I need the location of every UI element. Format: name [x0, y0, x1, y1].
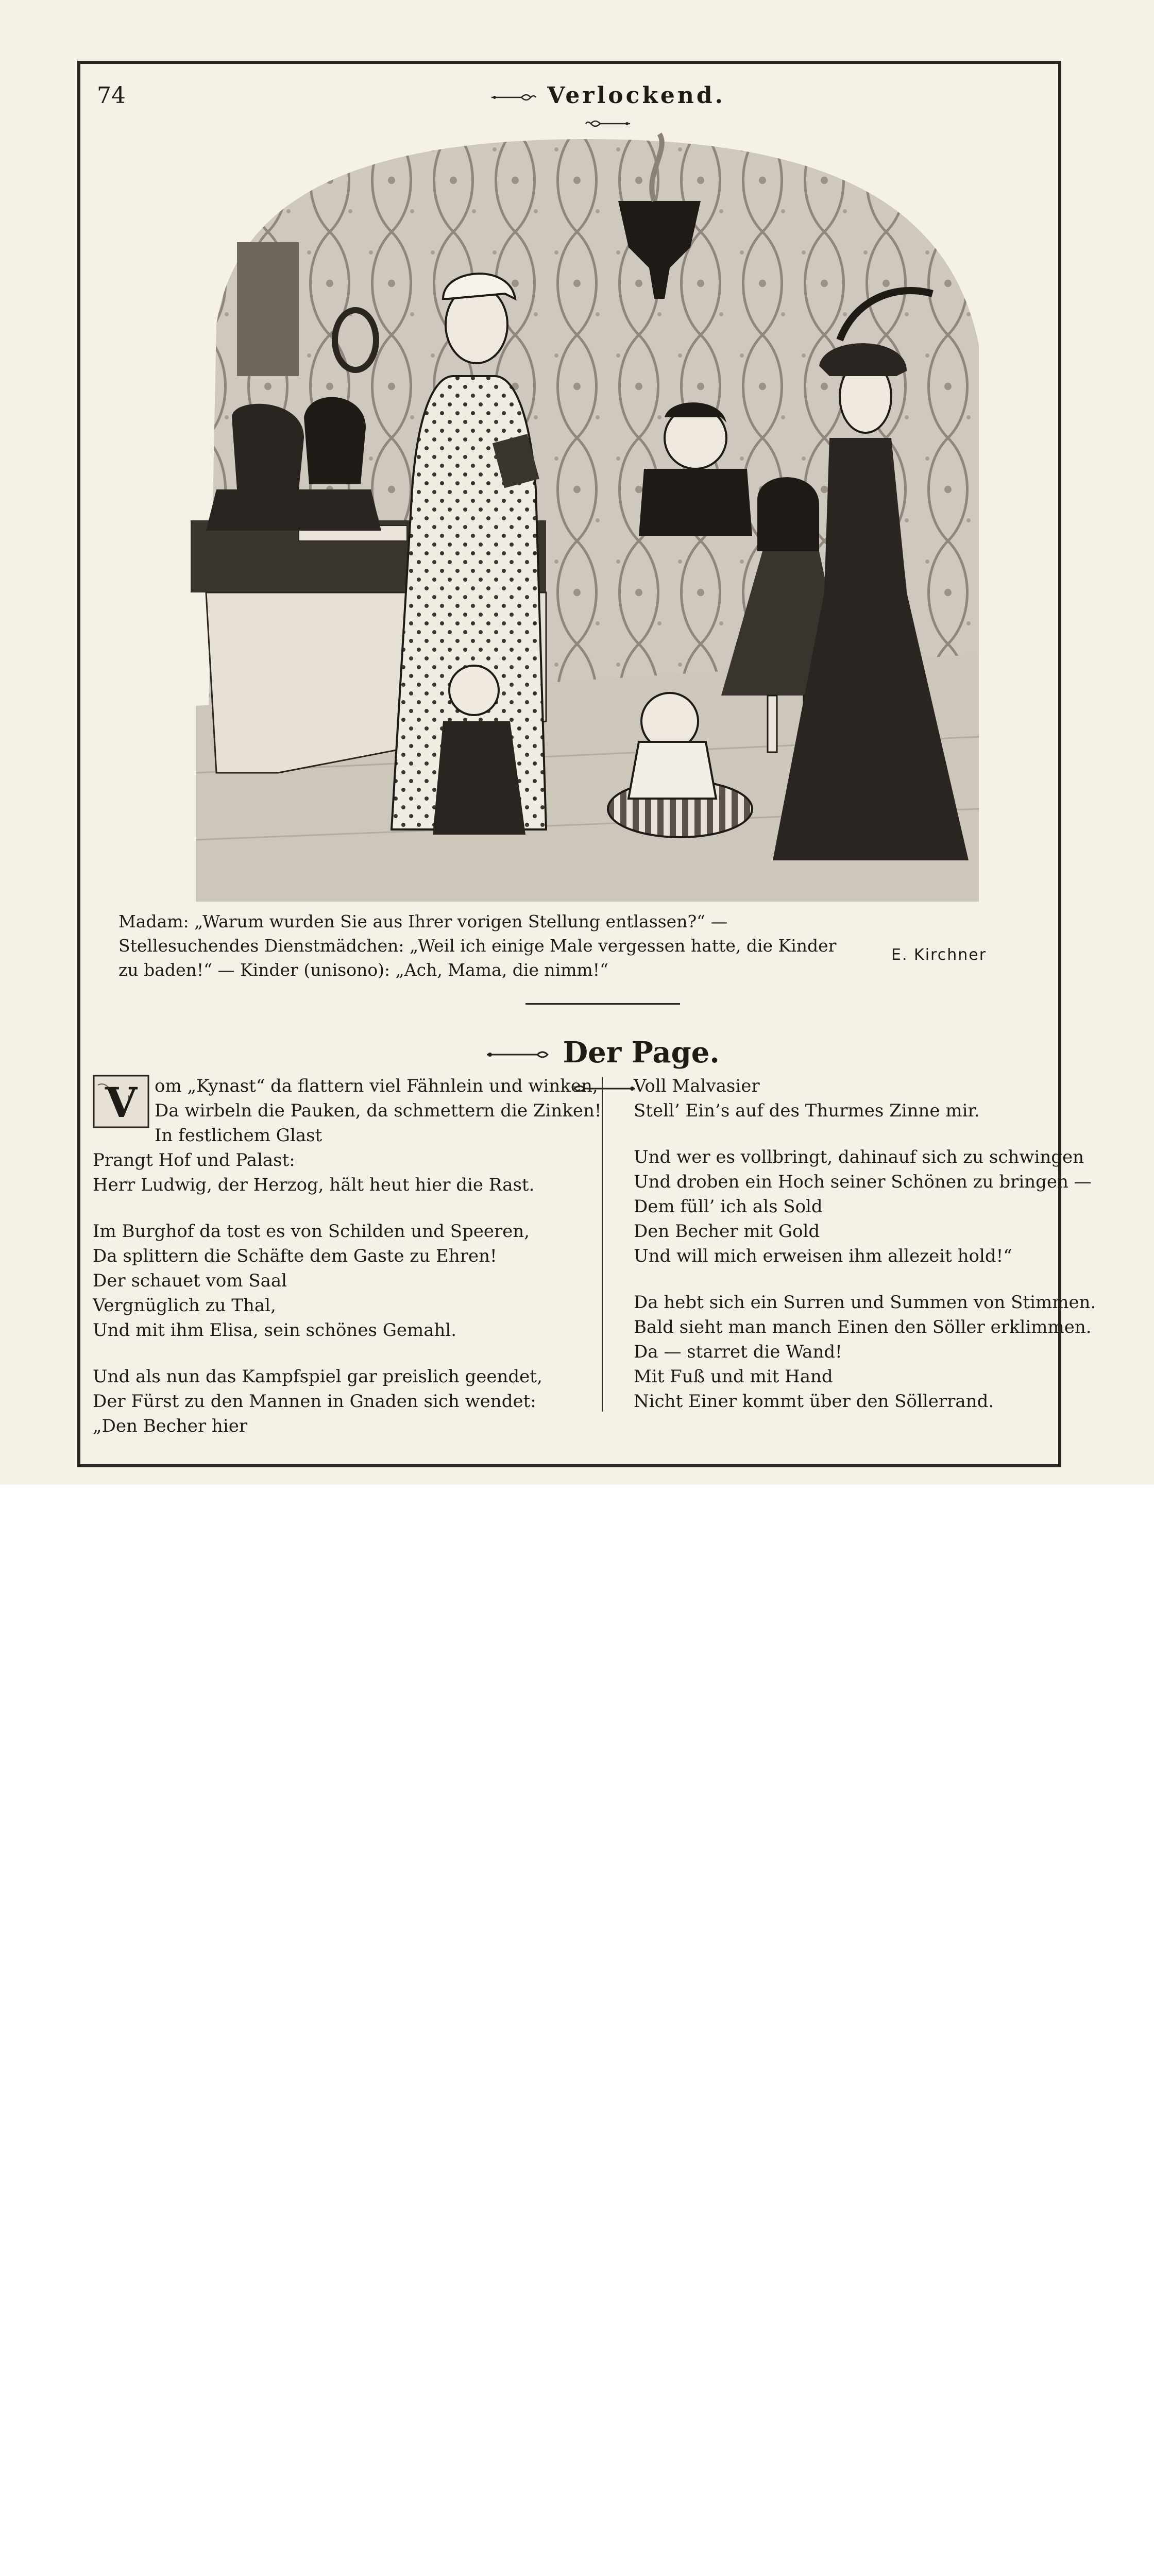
poem-line: Der Fürst zu den Mannen in Gnaden sich wendet: — [93, 1391, 536, 1412]
poem-line: Da wirbeln die Pauken, da schmettern die Zinken! — [155, 1100, 602, 1121]
artist-signature: E. Kirchner — [891, 946, 987, 964]
poem-line: om „Kynast“ da flattern viel Fähnlein und winken, — [155, 1076, 598, 1096]
poem-line: Und mit ihm Elisa, sein schönes Gemahl. — [93, 1320, 457, 1341]
left-ornament-icon — [486, 1048, 553, 1061]
poem-line: „Den Becher hier — [93, 1416, 248, 1436]
poem-right-column — [634, 1074, 1108, 1414]
caption-line: Madam: „Warum wurden Sie aus Ihrer vorigen Stellung entlassen?“ — — [118, 911, 728, 931]
caption-line: Stellesuchendes Dienstmädchen: „Weil ich einige Male vergessen hatte, die Kinder — [118, 936, 837, 956]
stanza-gap — [93, 1197, 603, 1219]
poem-line: Und wer es vollbringt, dahinauf sich zu schwingen — [634, 1147, 1084, 1167]
poem-line: Nicht Einer kommt über den Söllerrand. — [634, 1391, 994, 1412]
column-rule — [602, 1077, 603, 1412]
poem-title-text: Der Page. — [563, 1036, 720, 1070]
poem-line: Bald sieht man manch Einen den Söller erklimmen. — [634, 1317, 1092, 1337]
wall-picture — [237, 242, 299, 376]
poem-line: Der schauet vom Saal — [93, 1270, 287, 1291]
running-title-text: Verlockend. — [547, 82, 725, 109]
illustration-caption — [118, 909, 855, 982]
running-title — [464, 82, 752, 135]
section-divider — [525, 1003, 680, 1005]
poem-line: Und droben ein Hoch seiner Schönen zu bringen — — [634, 1172, 1092, 1192]
poem-line: Vergnüglich zu Thal, — [93, 1295, 276, 1316]
stanza-gap — [634, 1123, 1108, 1145]
illustration — [175, 129, 979, 902]
poem-line: Mit Fuß und mit Hand — [634, 1366, 833, 1387]
left-flourish-icon — [490, 91, 537, 104]
page-number: 74 — [97, 82, 126, 109]
poem-line: Stell’ Ein’s auf des Thurmes Zinne mir. — [634, 1100, 980, 1121]
poem-line: Im Burghof da tost es von Schilden und Speeren, — [93, 1221, 530, 1242]
poem-line: Da splittern die Schäfte dem Gaste zu Ehren! — [93, 1246, 497, 1266]
toddler — [449, 666, 499, 715]
initial-letter: V — [105, 1078, 138, 1127]
poem-line: Voll Malvasier — [634, 1076, 760, 1096]
stanza-gap — [93, 1343, 603, 1364]
viewer-footer — [0, 1484, 1154, 1579]
poem-line: Da hebt sich ein Surren und Summen von Stimmen. — [634, 1292, 1096, 1313]
poem-left-column — [93, 1074, 603, 1438]
right-flourish-icon — [585, 117, 631, 130]
poem-line: Und als nun das Kampfspiel gar preislich geendet, — [93, 1366, 542, 1387]
decorated-initial — [93, 1075, 149, 1128]
poem-line: Und will mich erweisen ihm allezeit hold!“ — [634, 1246, 1012, 1266]
poem-line: Herr Ludwig, der Herzog, hält heut hier die Rast. — [93, 1175, 535, 1195]
poem-line: Prangt Hof und Palast: — [93, 1150, 295, 1171]
stanza-gap — [634, 1268, 1108, 1290]
poem-line: Dem füll’ ich als Sold — [634, 1196, 823, 1217]
poem-line: Da — starret die Wand! — [634, 1342, 842, 1362]
caption-line: zu baden!“ — Kinder (unisono): „Ach, Mama, die nimm!“ — [118, 960, 608, 980]
poem-line: In festlichem Glast — [155, 1125, 323, 1146]
poem-line: Den Becher mit Gold — [634, 1221, 820, 1242]
